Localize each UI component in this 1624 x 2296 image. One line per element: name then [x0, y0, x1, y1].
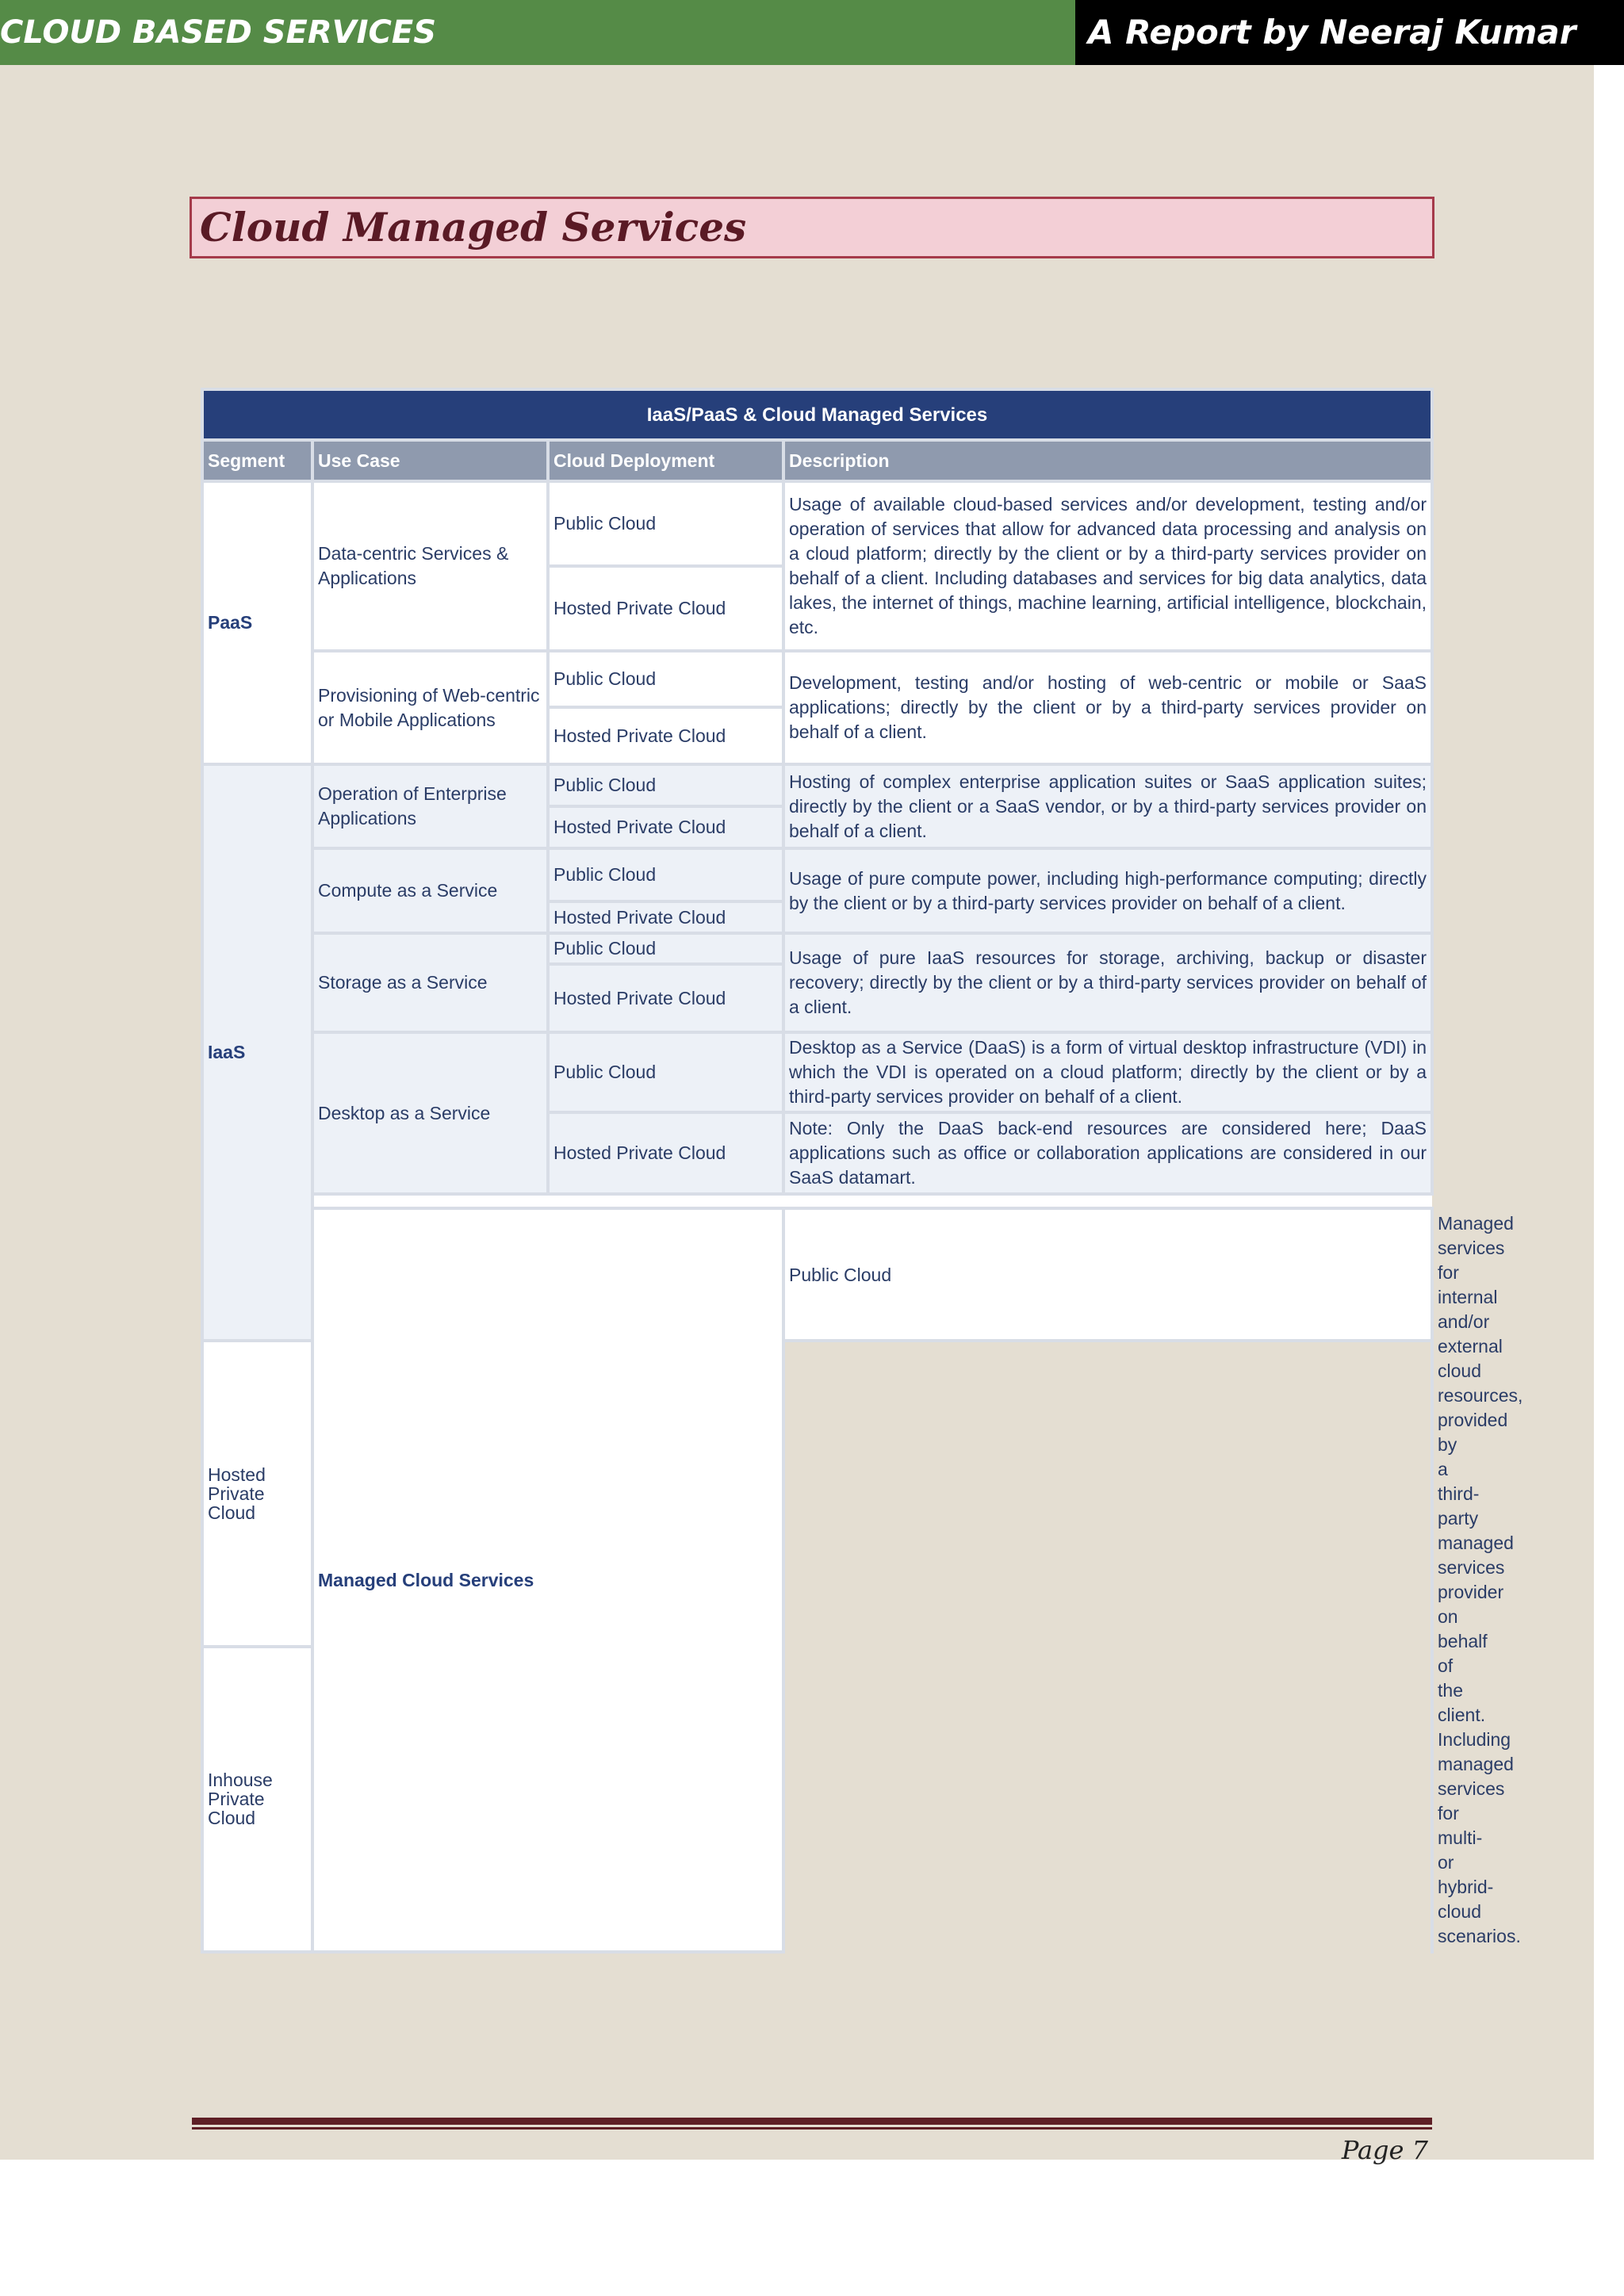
segment-managed: Managed Cloud Services: [312, 1208, 783, 1952]
table-row: [202, 1208, 1432, 1341]
description-compute: Usage of pure compute power, including high-performance computing; directly by the client or by a third-party services provider on behalf of a client.: [783, 848, 1432, 933]
deployment-cell: Hosted Private Cloud: [202, 1341, 312, 1646]
use-case-desktop: Desktop as a Service: [312, 1032, 548, 1194]
footer-rule: [192, 2118, 1432, 2125]
deployment-cell: Hosted Private Cloud: [548, 806, 783, 848]
deployment-cell: Public Cloud: [548, 933, 783, 964]
deployment-cell: Hosted Private Cloud: [548, 964, 783, 1032]
services-table: [201, 388, 1434, 1954]
use-case-enterprise: Operation of Enterprise Applications: [312, 764, 548, 848]
description-web-centric: Development, testing and/or hosting of web-centric or mobile or SaaS applications; directly by the client or by a third-party services provider on behalf of a client.: [783, 651, 1432, 764]
section-title: Cloud Managed Services: [200, 204, 747, 251]
deployment-cell: Public Cloud: [548, 848, 783, 901]
page-number: Page 7: [1341, 2135, 1428, 2165]
table-row: [202, 848, 1432, 901]
header-left-title: CLOUD BASED SERVICES: [0, 14, 436, 51]
deployment-cell: Public Cloud: [783, 1208, 1432, 1341]
table-row: [202, 651, 1432, 707]
column-header-cloud-deployment: Cloud Deployment: [548, 440, 783, 481]
table-spacer: [202, 1194, 1432, 1208]
description-enterprise: Hosting of complex enterprise application suites or SaaS application suites; directly by the client or a SaaS vendor, or by a third-party services provider on behalf of a client.: [783, 764, 1432, 848]
description-storage: Usage of pure IaaS resources for storage, archiving, backup or disaster recovery; directly by the client or by a third-party services provider on behalf of a client.: [783, 933, 1432, 1032]
deployment-cell: Hosted Private Cloud: [548, 566, 783, 651]
section-title-box: [190, 197, 1434, 258]
column-header-description: Description: [783, 440, 1432, 481]
footer-rule-thin: [192, 2127, 1432, 2130]
segment-paas: PaaS: [202, 481, 312, 764]
description-data-centric: Usage of available cloud-based services and/or development, testing and/or operation of services that allow for advanced data processing and analysis on a cloud platform; directly by the client or by a third-party services provider on behalf of a client. Including databases and services for big data analytics, data lakes, the internet of things, machine learning, artificial intelligence, blockchain, etc.: [783, 481, 1432, 651]
header-right-banner: [1075, 0, 1624, 65]
deployment-cell: Public Cloud: [548, 764, 783, 806]
header-left-banner: [0, 0, 1075, 65]
column-header-segment: Segment: [202, 440, 312, 481]
segment-iaas: IaaS: [202, 764, 312, 1341]
description-desktop-note: Note: Only the DaaS back-end resources are considered here; DaaS applications such as office or collaboration applications are considered in our SaaS datamart.: [783, 1112, 1432, 1194]
table-row: [202, 764, 1432, 806]
use-case-data-centric: Data-centric Services & Applications: [312, 481, 548, 651]
deployment-cell: Public Cloud: [548, 481, 783, 566]
table-row: [202, 1032, 1432, 1112]
use-case-web-centric: Provisioning of Web-centric or Mobile Applications: [312, 651, 548, 764]
deployment-cell: Public Cloud: [548, 651, 783, 707]
use-case-storage: Storage as a Service: [312, 933, 548, 1032]
deployment-cell: Hosted Private Cloud: [548, 707, 783, 764]
deployment-cell: Hosted Private Cloud: [548, 901, 783, 933]
deployment-cell: Inhouse Private Cloud: [202, 1647, 312, 1952]
header-right-title: A Report by Neeraj Kumar: [1088, 13, 1576, 52]
table-row: [202, 933, 1432, 964]
column-header-use-case: Use Case: [312, 440, 548, 481]
deployment-cell: Public Cloud: [548, 1032, 783, 1112]
description-desktop: Desktop as a Service (DaaS) is a form of virtual desktop infrastructure (VDI) in which the VDI is operated on a cloud platform; directly by the client or by a third-party services provider on behalf of a client.: [783, 1032, 1432, 1112]
deployment-cell: Hosted Private Cloud: [548, 1112, 783, 1194]
table-title: IaaS/PaaS & Cloud Managed Services: [202, 389, 1432, 440]
table-row: [202, 481, 1432, 566]
use-case-compute: Compute as a Service: [312, 848, 548, 933]
